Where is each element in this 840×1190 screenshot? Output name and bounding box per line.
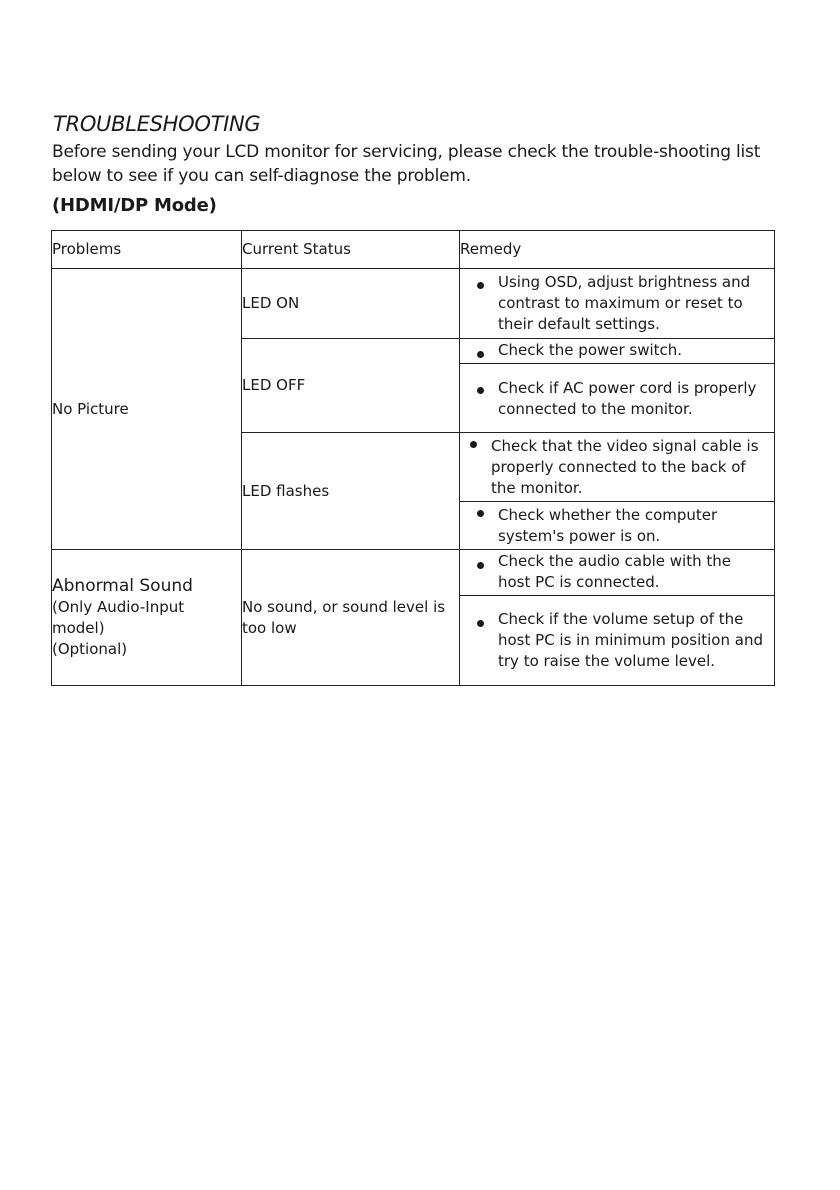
header-remedy: Remedy: [460, 231, 775, 269]
intro-paragraph: Before sending your LCD monitor for servicing, please check the trouble-shooting list below to see if you can self-diagnose the problem.: [52, 142, 761, 186]
remedy-item: [460, 608, 774, 674]
table-row: [52, 269, 775, 339]
bullet-icon: [470, 441, 477, 448]
remedy-cell: [460, 269, 775, 339]
remedy-text: Check whether the computer system's power is on.: [498, 506, 718, 545]
header-current-status: Current Status: [242, 231, 460, 269]
status-led-flashes: LED flashes: [242, 433, 460, 550]
bullet-icon: [477, 510, 484, 517]
header-problems: Problems: [52, 231, 242, 269]
table-header-row: [52, 231, 775, 269]
problem-note: (Only Audio-Input model): [52, 597, 185, 637]
remedy-text: Check the audio cable with the host PC is connected.: [498, 552, 731, 591]
bullet-icon: [477, 562, 484, 569]
status-led-off: LED OFF: [242, 339, 460, 433]
problem-title: Abnormal Sound: [52, 575, 193, 596]
remedy-item: [460, 502, 774, 549]
remedy-cell: [460, 596, 775, 686]
remedy-cell: [460, 502, 775, 550]
remedy-cell: [460, 364, 775, 433]
bullet-icon: [477, 387, 484, 394]
status-no-sound: No sound, or sound level is too low: [242, 550, 460, 686]
status-led-on: LED ON: [242, 269, 460, 339]
remedy-item: [460, 270, 774, 337]
remedy-text: Using OSD, adjust brightness and contrast to maximum or reset to their default settings.: [498, 273, 751, 333]
bullet-icon: [477, 620, 484, 627]
table-row: [52, 550, 775, 596]
problem-optional: (Optional): [52, 639, 128, 658]
remedy-cell: [460, 339, 775, 364]
remedy-text: Check that the video signal cable is properly connected to the back of the monitor.: [491, 437, 759, 497]
remedy-item: [460, 550, 774, 595]
remedy-item: [460, 433, 774, 501]
remedy-cell: [460, 433, 775, 502]
bullet-icon: [477, 282, 484, 289]
remedy-item: [460, 375, 774, 422]
problem-no-picture: No Picture: [52, 269, 242, 550]
page-title: TROUBLESHOOTING: [53, 112, 261, 136]
troubleshooting-table: [51, 230, 775, 686]
remedy-text: Check if AC power cord is properly connected to the monitor.: [498, 378, 757, 418]
problem-abnormal-sound: [52, 550, 242, 686]
remedy-item: [460, 339, 774, 363]
remedy-text: Check if the volume setup of the host PC is in minimum position and try to raise the volume level.: [498, 609, 763, 670]
bullet-icon: [477, 351, 484, 358]
remedy-text: Check the power switch.: [498, 341, 683, 359]
remedy-cell: [460, 550, 775, 596]
mode-subtitle: (HDMI/DP Mode): [52, 195, 217, 216]
